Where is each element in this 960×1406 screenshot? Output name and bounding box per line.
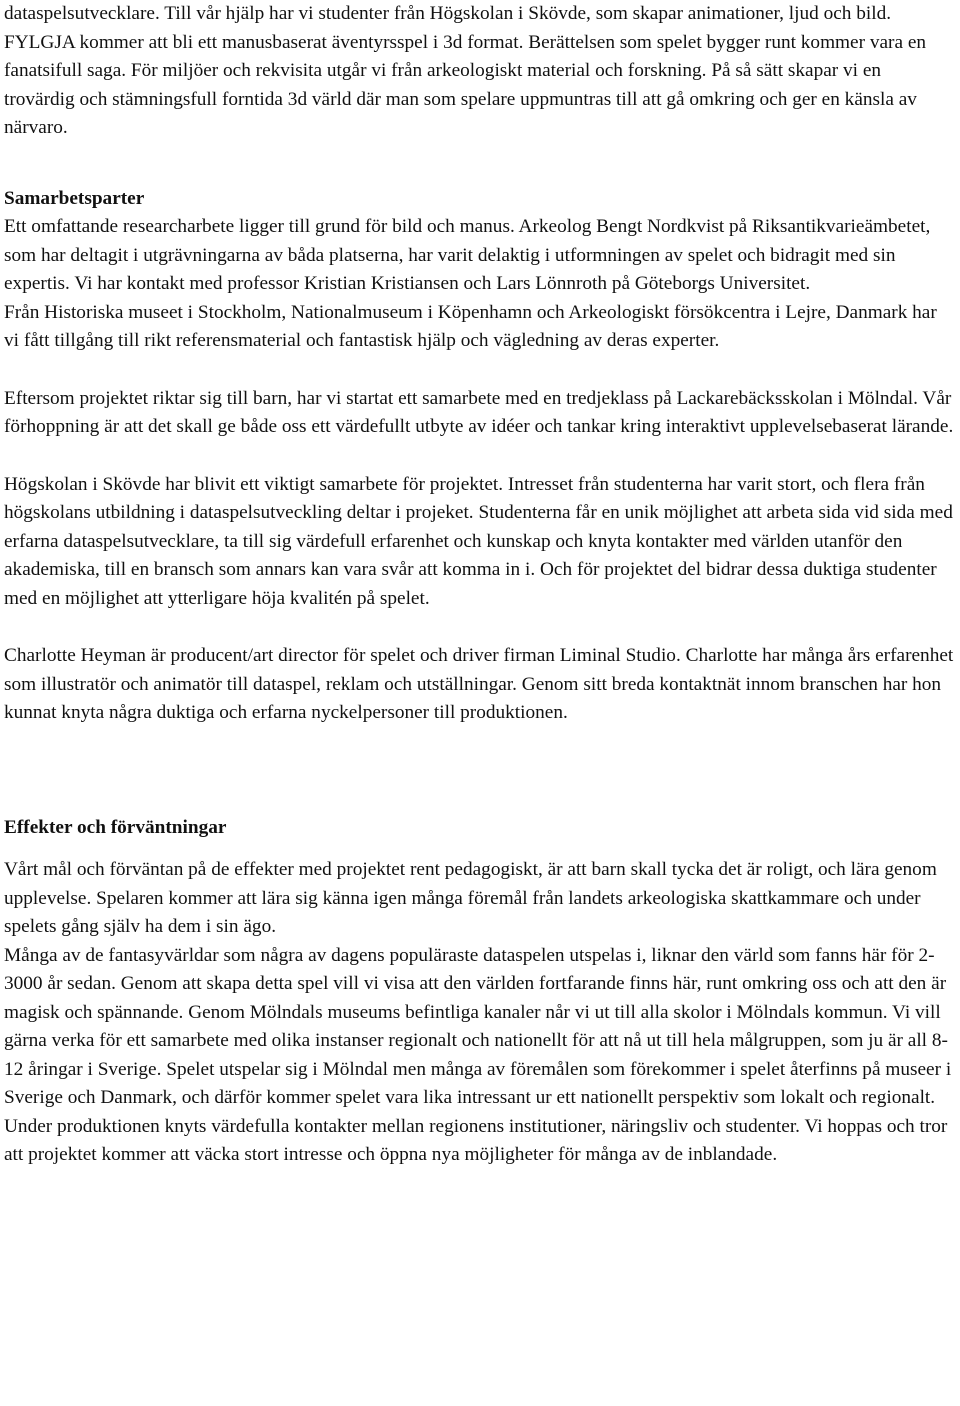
effekter-paragraph-fantasy: Många av de fantasyvärldar som några av dagens populäraste dataspelen utspelas i, liknar den värld som fanns här för 2-3000 år sedan. Genom att skapa detta spel vill vi visa att den världen fortfarande finns här, runt omkring oss och att den är magisk och spännande. Genom Mölndals museums befintliga kanaler når vi ut till alla skolor i Mölndals kommun. Vi vill gärna verka för ett samarbete med olika instanser regionalt och nationellt för att nå ut till hela målgruppen, som ju är all 8-12 åringar i Sverige. Spelet utspelar sig i Mölndal men många av föremålen som förekommer i spelet återfinns på museer i Sverige och Danmark, och därför kommer spelet vara lika intressant ur ett nationellt perspektiv som lokalt och regionalt. xyxy=(4,944,952,1108)
samarbetsparter-paragraph-hogskolan: Högskolan i Skövde har blivit ett viktigt samarbete för projektet. Intresset från studenterna har varit stort, och flera från högskolans utbildning i dataspelsutveckling deltar i projeket. Studenterna får en unik möjlighet att arbeta sida vid sida med erfarna dataspelsutvecklare, ta till sig värdefull erfarenhet och kunskap och knyta kontakter med världen utanför den akademiska, till en bransch som annars kan vara svår att komma in i. Och för projektet del bidrar dessa duktiga studenter med en möjlighet att ytterligare höja kvalitén på spelet. xyxy=(4,473,953,609)
spacer xyxy=(4,728,954,814)
section-heading-effekter: Effekter och förväntningar xyxy=(4,816,227,838)
spacer xyxy=(4,442,954,471)
section-heading-samarbetsparter: Samarbetsparter xyxy=(4,187,145,209)
spacer xyxy=(4,143,954,171)
effekter-paragraph-contacts: Under produktionen knyts värdefulla kontakter mellan regionens institutioner, näringsliv och studenter. Vi hoppas och tror att projektet kommer att väcka stort intresse och öppna nya möjligheter för många av de inblandade. xyxy=(4,1115,948,1165)
intro-paragraph: dataspelsutvecklare. Till vår hjälp har vi studenter från Högskolan i Skövde, som skapar animationer, ljud och bild. FYLGJA kommer att bli ett manusbaserat äventyrsspel i 3d format. Berättelsen som spelet bygger runt kommer vara en fanatsifull saga. För miljöer och rekvisita utgår vi från arkeologiskt material och forskning. På så sätt skapar vi en trovärdig och stämningsfull forntida 3d värld där man som spelare uppmuntras till att gå omkring och ger en känsla av närvaro. xyxy=(4,3,927,138)
samarbetsparter-paragraph-producer: Charlotte Heyman är producent/art director för spelet och driver firman Liminal Studio. Charlotte har många års erfarenhet som illustratör och animatör till dataspel, reklam och utställningar. Genom sitt breda kontaktnät innom branschen har hon kunnat knyta några duktiga och erfarna nyckelpersoner till produktionen. xyxy=(4,645,954,723)
spacer xyxy=(4,613,954,642)
samarbetsparter-paragraph-research: Ett omfattande researcharbete ligger till grund för bild och manus. Arkeolog Bengt Nordkvist på Riksantikvarieämbetet, som har deltagit i utgrävningarna av båda platserna, har varit delaktig i utformningen av spelet och bidragit med sin expertis. Vi har kontakt med professor Kristian Kristiansen och Lars Lönnroth på Göteborgs Universitet. xyxy=(4,216,931,294)
samarbetsparter-paragraph-school: Eftersom projektet riktar sig till barn, har vi startat ett samarbete med en tredjeklass på Lackarebäcksskolan i Mölndal. Vår förhoppning är att det skall ge både oss ett värdefullt utbyte av idéer och tankar kring interaktivt upplevelsebaserat lärande. xyxy=(4,387,954,437)
samarbetsparter-paragraph-museums: Från Historiska museet i Stockholm, Nationalmuseum i Köpenhamn och Arkeologiskt försökcentra i Lejre, Danmark har vi fått tillgång till rikt referensmaterial och fantastisk hjälp och vägledning av deras experter. xyxy=(4,301,937,351)
spacer xyxy=(4,356,954,385)
effekter-paragraph-goal: Vårt mål och förväntan på de effekter med projektet rent pedagogiskt, är att barn skall tycka det är roligt, och lära genom upplevelse. Spelaren kommer att lära sig känna igen många föremål från landets arkeologiska skattkammare och under spelets gång själv ha dem i sin ägo. xyxy=(4,859,937,937)
